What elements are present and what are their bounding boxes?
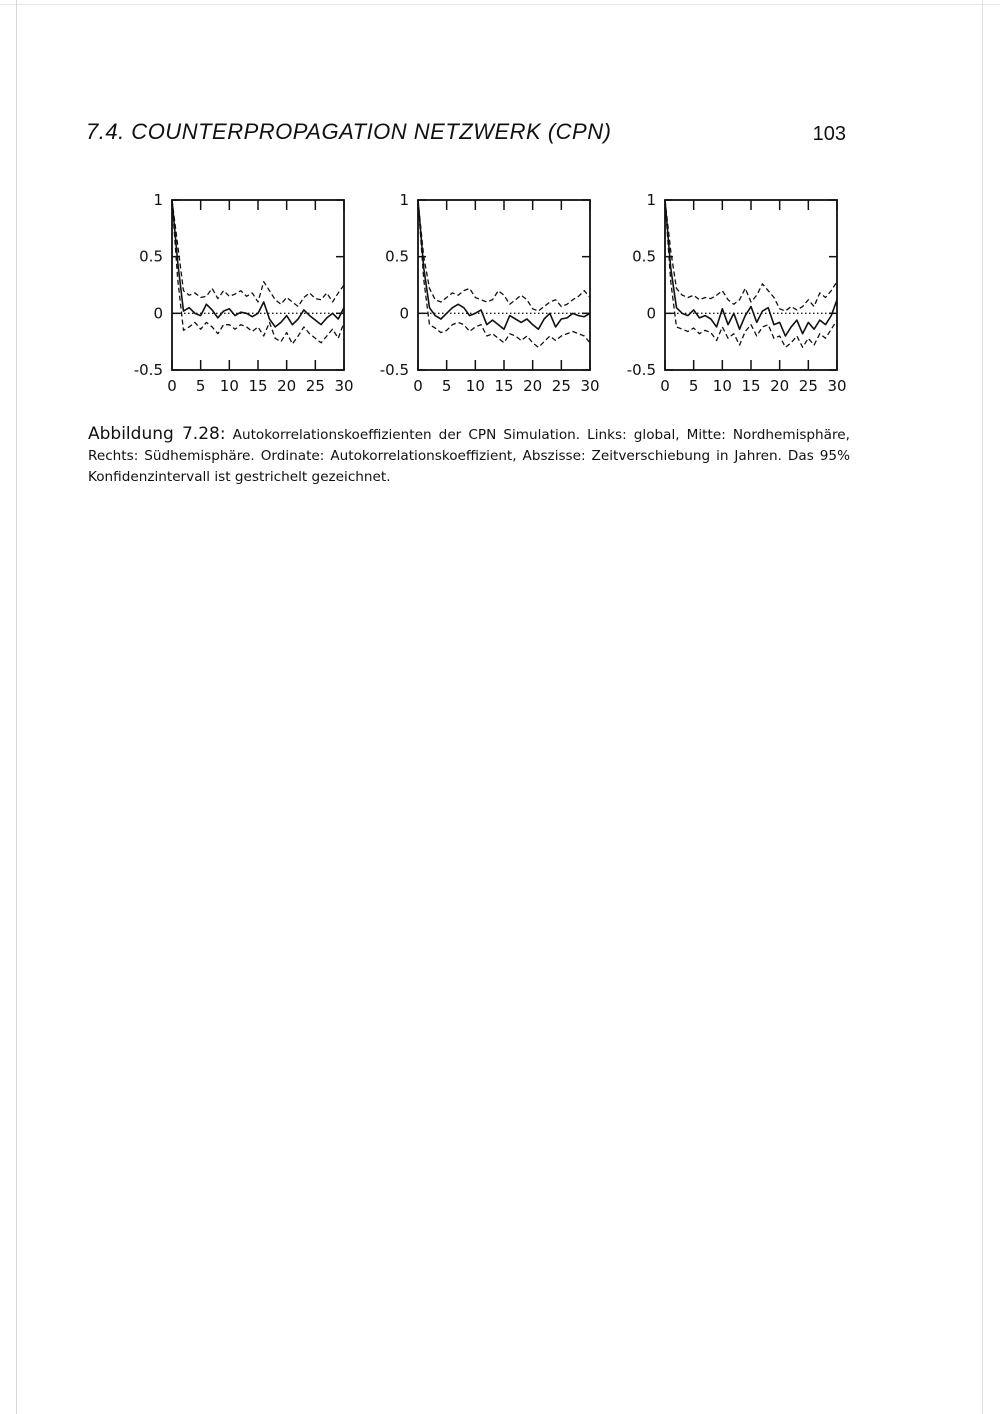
scan-edge-left [16,0,17,1414]
middle-x-tick-label: 20 [523,377,543,395]
left-y-tick-label: 1 [153,191,163,209]
left-x-tick-label: 10 [219,377,239,395]
left-x-tick-label: 0 [167,377,177,395]
middle-y-tick-label: -0.5 [379,361,409,379]
right-x-tick-label: 15 [741,377,761,395]
middle-y-tick-label: 0.5 [385,247,409,266]
left-autocorrelation-line [172,200,344,327]
right-y-tick-label: -0.5 [626,361,656,379]
scan-edge-top [0,4,1000,5]
middle-plot-frame [418,200,590,370]
right-x-tick-label: 10 [712,377,732,395]
left-plot-frame [172,200,344,370]
caption-text: Autokorrelationskoeffizienten der CPN Simulation. Links: global, Mitte: Nordhemisphäre, Rechts: Südhemisphäre. Ordinate: Autokorrelationskoeffizient, Abszisse: Zeitverschiebung in Jahren. Das 95% Konfidenzintervall ist gestrichelt gezeichnet. [88,427,850,485]
right-y-tick-label: 0.5 [632,247,656,266]
scan-edge-right [982,0,983,1414]
caption-label: Abbildung 7.28: [88,424,226,444]
figure-svg [120,180,860,400]
middle-x-tick-label: 15 [494,377,514,395]
middle-x-tick-label: 25 [551,377,571,395]
left-x-tick-label: 30 [334,377,354,395]
right-x-tick-label: 30 [827,377,847,395]
right-plot-frame [665,200,837,370]
running-head [86,119,846,149]
left-y-tick-label: 0.5 [139,247,163,266]
right-y-tick-label: 1 [646,191,656,209]
left-y-tick-label: -0.5 [133,361,163,379]
figure-autocorrelation-panels [120,180,860,400]
middle-confidence-line [418,200,590,347]
right-confidence-line [665,200,837,311]
section-title: 7.4. COUNTERPROPAGATION NETZWERK (CPN) [86,119,612,144]
middle-y-tick-label: 0 [399,304,409,323]
middle-x-tick-label: 5 [441,377,452,395]
left-x-tick-label: 25 [305,377,325,395]
middle-x-tick-label: 30 [580,377,600,395]
left-confidence-line [172,200,344,307]
middle-x-tick-label: 0 [413,377,423,395]
middle-y-tick-label: 1 [399,191,409,209]
left-x-tick-label: 20 [277,377,297,395]
left-x-tick-label: 5 [195,377,206,395]
middle-autocorrelation-line [418,200,590,329]
right-y-tick-label: 0 [646,304,656,323]
page-number: 103 [812,123,846,145]
right-x-tick-label: 20 [770,377,790,395]
middle-x-tick-label: 10 [465,377,485,395]
left-y-tick-label: 0 [153,304,163,323]
right-x-tick-label: 5 [688,377,699,395]
middle-confidence-line [418,200,590,311]
left-x-tick-label: 15 [248,377,268,395]
figure-caption [88,424,850,488]
right-x-tick-label: 25 [798,377,818,395]
right-autocorrelation-line [665,200,837,336]
right-x-tick-label: 0 [660,377,670,395]
